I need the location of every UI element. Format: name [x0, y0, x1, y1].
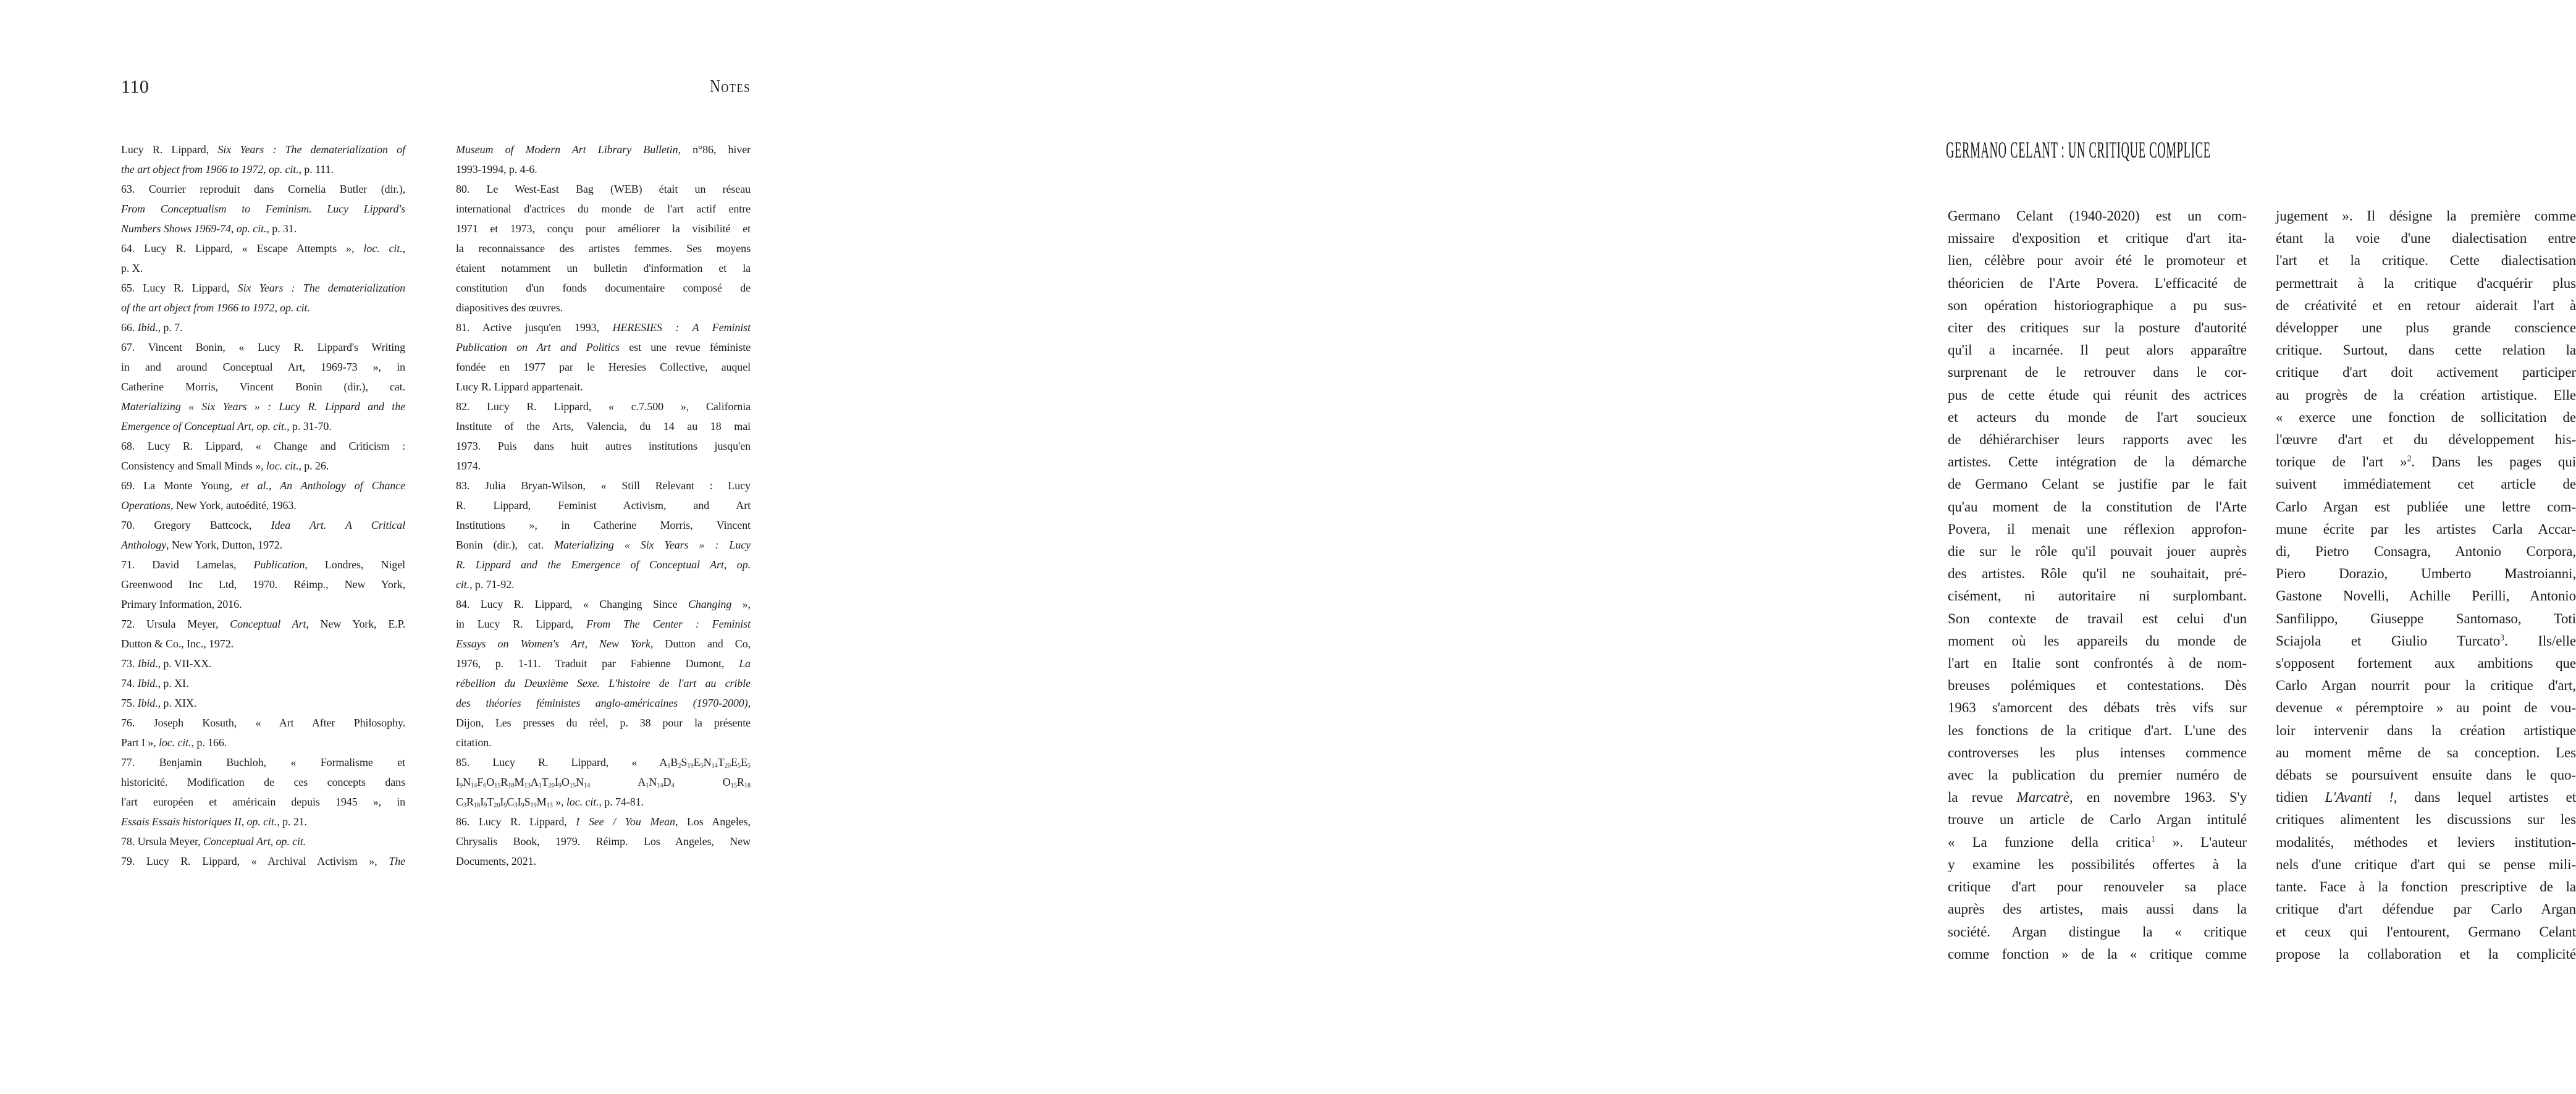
text-line: 69. La Monte Young, et al., An Anthology of Chance: [121, 479, 405, 492]
text-line: critique d'art pour renouveler sa place: [1948, 879, 2247, 895]
text-line: tante. Face à la fonction prescriptive de la: [2276, 879, 2576, 895]
text-line: citer des critiques sur la posture d'autorité: [1948, 320, 2247, 336]
text-line: Sanfilippo, Giuseppe Santomaso, Toti: [2276, 610, 2576, 626]
text-line: Catherine Morris, Vincent Bonin (dir.), cat.: [121, 381, 405, 393]
text-line: critique d'art défendue par Carlo Argan: [2276, 901, 2576, 917]
text-line: nels d'une critique d'art qui se pense mili-: [2276, 856, 2576, 872]
text-line: 78. Ursula Meyer, Conceptual Art, op. cit.: [121, 835, 306, 848]
text-line: 73. Ibid., p. VII-XX.: [121, 657, 212, 670]
chapter-title: GERMANO CELANT : UN CRITIQUE COMPLICE: [1946, 138, 2211, 163]
text-line: missaire d'exposition et critique d'art ita-: [1948, 230, 2247, 246]
text-line: l'art et la critique. Cette dialectisation: [2276, 253, 2576, 269]
text-line: tidien L'Avanti !, dans lequel artistes et: [2276, 789, 2576, 806]
text-line: l'art européen et américain depuis 1945 », in: [121, 796, 405, 808]
text-line: 71. David Lamelas, Publication, Londres, Nigel: [121, 558, 406, 571]
text-line: Chrysalis Book, 1979. Réimp. Los Angeles, New: [456, 835, 751, 848]
text-line: Museum of Modern Art Library Bulletin, n°86, hiver: [456, 143, 751, 156]
text-line: Son contexte de travail est celui d'un: [1948, 610, 2247, 626]
text-line: diapositives des œuvres.: [456, 301, 563, 314]
text-line: Publication on Art and Politics est une revue féministe: [456, 341, 751, 353]
text-line: 1993-1994, p. 4-6.: [456, 163, 537, 175]
page-number: 110: [121, 77, 149, 97]
text-line: critique. Surtout, dans cette relation la: [2276, 342, 2576, 358]
text-line: pus de cette étude qui réunit des actrices: [1948, 387, 2247, 403]
text-line: 74. Ibid., p. XI.: [121, 677, 189, 689]
notes-column-1: [121, 140, 405, 871]
text-line: des artistes. Rôle qu'il ne souhaitait, pré-: [1948, 566, 2247, 582]
text-line: 85. Lucy R. Lippard, « $A_1B_2S_{19}E_5N_{14}T_{20}E_5E_5$: [456, 756, 751, 770]
text-line: de déhiérarchiser leurs rapports avec les: [1948, 432, 2247, 448]
body-column-2: [2276, 205, 2576, 966]
text-line: Materializing « Six Years » : Lucy R. Lippard and the: [121, 400, 405, 413]
text-line: son opération historiographique a pu sus-: [1948, 297, 2247, 313]
text-line: Emergence of Conceptual Art, op. cit., p. 31-70.: [121, 420, 332, 432]
text-line: 75. Ibid., p. XIX.: [121, 697, 197, 709]
text-line: étant la voie d'une dialectisation entre: [2276, 230, 2576, 246]
text-line: développer une plus grande conscience: [2276, 320, 2576, 336]
text-line: 76. Joseph Kosuth, « Art After Philosophy.: [121, 717, 405, 729]
text-line: of the art object from 1966 to 1972, op. cit.: [121, 301, 310, 314]
text-line: Bonin (dir.), cat. Materializing « Six Years » : Lucy: [456, 539, 751, 551]
text-line: 1973. Puis dans huit autres institutions jusqu'en: [456, 440, 751, 452]
text-line: cisément, ni autoritaire ni surplombant.: [1948, 588, 2247, 604]
text-line: jugement ». Il désigne la première comme: [2276, 208, 2576, 224]
text-line: R. Lippard and the Emergence of Conceptual Art, op.: [456, 558, 751, 571]
text-line: Dijon, Les presses du réel, p. 38 pour la présente: [456, 717, 751, 729]
text-line: propose la collaboration et la complicité: [2276, 946, 2576, 962]
text-line: modalités, méthodes et leviers institution-: [2276, 834, 2576, 850]
text-line: débats se poursuivent ensuite dans le quo-: [2276, 767, 2576, 783]
text-line: Sciajola et Giulio Turcato$^3$. Ils/elle: [2276, 633, 2576, 649]
body-column-1: [1948, 205, 2247, 966]
text-line: breuses polémiques et contestations. Dès: [1948, 678, 2247, 694]
text-line: controverses les plus intenses commence: [1948, 744, 2247, 760]
text-line: devenue « péremptoire » au point de vou-: [2276, 700, 2576, 716]
text-line: Institute of the Arts, Valencia, du 14 au 18 mai: [456, 420, 751, 432]
text-line: citation.: [456, 736, 492, 749]
text-line: Part I », loc. cit., p. 166.: [121, 736, 227, 749]
text-line: surprenant de le retrouver dans le cor-: [1948, 364, 2247, 381]
text-line: Carlo Argan nourrit pour la critique d'art,: [2276, 678, 2576, 694]
text-line: mune écrite par les artistes Carla Accar-: [2276, 521, 2576, 537]
text-line: qu'il a incarnée. Il peut alors apparaître: [1948, 342, 2247, 358]
text-line: auprès des artistes, mais aussi dans la: [1948, 901, 2247, 917]
text-line: From Conceptualism to Feminism. Lucy Lippard's: [121, 203, 405, 215]
text-line: Carlo Argan est publiée une lettre com-: [2276, 499, 2576, 515]
text-line: les fonctions de la critique d'art. L'une des: [1948, 722, 2247, 738]
text-line: Gastone Novelli, Achille Perilli, Antonio: [2276, 588, 2576, 604]
text-line: 1963 s'amorcent des débats très vifs sur: [1948, 700, 2247, 716]
text-line: et ceux qui l'entourent, Germano Celant: [2276, 924, 2576, 940]
text-line: trouve un article de Carlo Argan intitulé: [1948, 812, 2247, 828]
text-line: 80. Le West-East Bag (WEB) était un réseau: [456, 183, 751, 195]
text-line: di, Pietro Consagra, Antonio Corpora,: [2276, 544, 2576, 560]
text-line: Primary Information, 2016.: [121, 598, 242, 610]
text-line: société. Argan distingue la « critique: [1948, 924, 2247, 940]
text-line: constitution d'un fonds documentaire composé de: [456, 282, 751, 294]
text-line: 70. Gregory Battcock, Idea Art. A Critical: [121, 519, 405, 531]
text-line: torique de l'art »$^2$. Dans les pages qui: [2276, 453, 2576, 470]
text-line: international d'actrices du monde de l'art actif entre: [456, 203, 751, 215]
text-line: Germano Celant (1940-2020) est un com-: [1948, 208, 2247, 224]
text-line: l'œuvre d'art et du développement his-: [2276, 432, 2576, 448]
text-line: critiques alimentent les discussions sur les: [2276, 812, 2576, 828]
text-line: 1976, p. 1-11. Traduit par Fabienne Dumont, La: [456, 657, 751, 670]
text-line: au progrès de la création artistique. Elle: [2276, 387, 2576, 403]
text-line: 68. Lucy R. Lippard, « Change and Criticism :: [121, 440, 405, 452]
text-line: qu'au moment de la constitution de l'Arte: [1948, 499, 2247, 515]
running-head: Notes: [710, 77, 751, 96]
text-line: avec la publication du premier numéro de: [1948, 767, 2247, 783]
text-line: comme fonction » de la « critique comme: [1948, 946, 2247, 962]
text-line: la reconnaissance des artistes femmes. Ses moyens: [456, 242, 751, 255]
text-line: fondée en 1977 par le Heresies Collective, auquel: [456, 361, 751, 373]
text-line: R. Lippard, Feminist Activism, and Art: [456, 499, 751, 511]
text-line: et acteurs du monde de l'art soucieux: [1948, 409, 2247, 425]
text-line: au moment même de sa conception. Les: [2276, 744, 2576, 760]
text-line: the art object from 1966 to 1972, op. cit., p. 111.: [121, 163, 334, 175]
text-line: 65. Lucy R. Lippard, Six Years : The dematerialization: [121, 282, 405, 294]
page-left: [0, 0, 899, 1094]
text-line: Consistency and Small Minds », loc. cit., p. 26.: [121, 460, 329, 472]
text-line: « La funzione della critica$^1$ ». L'auteur: [1948, 834, 2247, 850]
text-line: die sur le rôle qu'il pouvait jouer auprès: [1948, 544, 2247, 560]
text-line: moment où les appareils du monde de: [1948, 633, 2247, 649]
text-line: Numbers Shows 1969-74, op. cit., p. 31.: [121, 222, 297, 235]
text-line: 63. Courrier reproduit dans Cornelia Butler (dir.),: [121, 183, 405, 195]
notes-column-2: [456, 140, 751, 871]
text-line: Essais Essais historiques II, op. cit., p. 21.: [121, 815, 307, 828]
text-line: 82. Lucy R. Lippard, « c.7.500 », California: [456, 400, 751, 413]
text-line: « exerce une fonction de sollicitation de: [2276, 409, 2576, 425]
text-line: lien, célèbre pour avoir été le promoteur et: [1948, 253, 2247, 269]
text-line: de Germano Celant se justifie par le fait: [1948, 476, 2247, 492]
text-line: étaient notamment un bulletin d'information et la: [456, 262, 751, 274]
text-line: Documents, 2021.: [456, 855, 536, 867]
text-line: in and around Conceptual Art, 1969-73 », in: [121, 361, 405, 373]
text-line: $C_3R_{18}I_9T_{20}I_9C_3I_9S_{19}M_{13}$ », loc. cit., p. 74-81.: [456, 796, 644, 809]
text-line: Povera, il menait une réflexion approfon-: [1948, 521, 2247, 537]
text-line: $I_9N_{14}F_6O_{15}R_{18}M_{13}A_1T_{20}I_9O_{15}N_{14}$ $A_1N_{14}D_4$ $O_{15}R_{18}$: [456, 776, 751, 789]
text-line: permettrait à la critique d'acquérir plus: [2276, 275, 2576, 291]
text-line: 1971 et 1973, conçu pour améliorer la visibilité et: [456, 222, 751, 235]
text-line: Institutions », in Catherine Morris, Vincent: [456, 519, 751, 531]
text-line: in Lucy R. Lippard, From The Center : Feminist: [456, 618, 751, 630]
text-line: Operations, New York, autoédité, 1963.: [121, 499, 297, 511]
text-line: Lucy R. Lippard appartenait.: [456, 381, 583, 393]
text-line: 86. Lucy R. Lippard, I See / You Mean, Los Angeles,: [456, 815, 751, 828]
text-line: Dutton & Co., Inc., 1972.: [121, 637, 234, 650]
text-line: l'art en Italie sont confrontés à de nom-: [1948, 655, 2247, 671]
text-line: 77. Benjamin Buchloh, « Formalisme et: [121, 756, 405, 768]
text-line: s'opposent fortement aux ambitions que: [2276, 655, 2576, 671]
text-line: rébellion du Deuxième Sexe. L'histoire de l'art au crible: [456, 677, 751, 689]
text-line: la revue Marcatrè, en novembre 1963. S'y: [1948, 789, 2247, 806]
page-right: [899, 0, 2576, 1094]
text-line: 72. Ursula Meyer, Conceptual Art, New York, E.P.: [121, 618, 405, 630]
text-line: 1974.: [456, 460, 481, 472]
text-line: des théories féministes anglo-américaines (1970-2000),: [456, 697, 751, 709]
text-line: Greenwood Inc Ltd, 1970. Réimp., New York,: [121, 578, 405, 591]
text-line: historicité. Modification de ces concepts dans: [121, 776, 405, 788]
text-line: y examine les possibilités offertes à la: [1948, 856, 2247, 872]
text-line: Anthology, New York, Dutton, 1972.: [121, 539, 283, 551]
text-line: p. X.: [121, 262, 143, 274]
text-line: 79. Lucy R. Lippard, « Archival Activism », The: [121, 855, 405, 867]
text-line: suivent immédiatement cet article de: [2276, 476, 2576, 492]
text-line: théoricien de l'Arte Povera. L'efficacité de: [1948, 275, 2247, 291]
text-line: Lucy R. Lippard, Six Years : The dematerialization of: [121, 143, 405, 156]
text-line: critique d'art doit activement participer: [2276, 364, 2576, 381]
text-line: artistes. Cette intégration de la démarche: [1948, 454, 2247, 470]
text-line: 66. Ibid., p. 7.: [121, 321, 183, 334]
text-line: Piero Dorazio, Umberto Mastroianni,: [2276, 566, 2576, 582]
text-line: 83. Julia Bryan-Wilson, « Still Relevant : Lucy: [456, 479, 751, 492]
text-line: 67. Vincent Bonin, « Lucy R. Lippard's Writing: [121, 341, 405, 353]
text-line: cit., p. 71-92.: [456, 578, 515, 591]
text-line: de créativité et en retour aiderait l'art à: [2276, 297, 2576, 313]
text-line: 64. Lucy R. Lippard, « Escape Attempts », loc. cit.,: [121, 242, 405, 255]
text-line: Essays on Women's Art, New York, Dutton and Co,: [456, 637, 751, 650]
text-line: 84. Lucy R. Lippard, « Changing Since Changing »,: [456, 598, 751, 610]
text-line: loir intervenir dans la création artistique: [2276, 722, 2576, 738]
text-line: 81. Active jusqu'en 1993, HERESIES : A Feminist: [456, 321, 751, 334]
